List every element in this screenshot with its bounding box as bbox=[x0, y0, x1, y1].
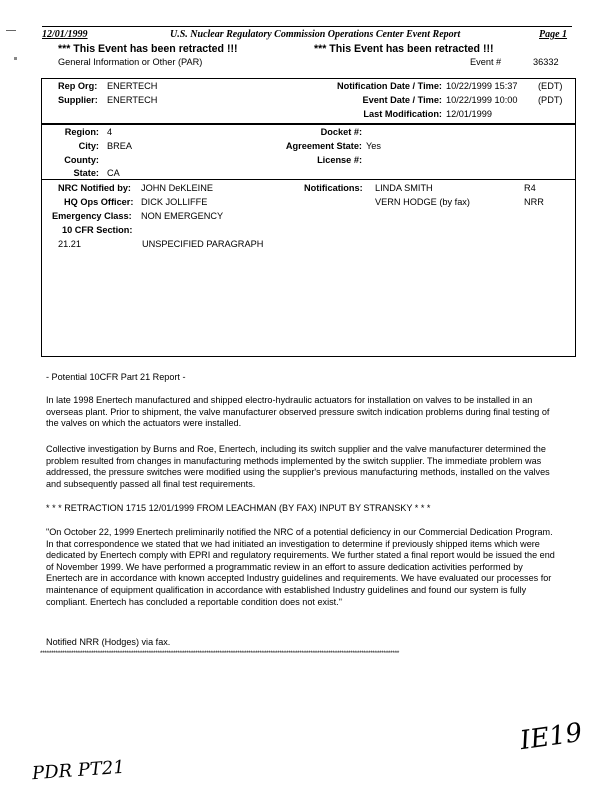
supplier-label: Supplier: bbox=[58, 95, 98, 105]
notification-org: NRR bbox=[524, 197, 544, 207]
narrative-paragraph: In late 1998 Enertech manufactured and shipped electro-hydraulic actuators for installation on valves to be installed in an overseas plant. Prior to shipment, the valve manufacturer observed pressure switch indication problems during final testing of the valves on which the actuators were installed. bbox=[46, 395, 550, 429]
report-title: U.S. Nuclear Regulatory Commission Operations Center Event Report bbox=[170, 29, 461, 40]
city-value: BREA bbox=[107, 141, 133, 151]
hq-ops-officer-label: HQ Ops Officer: bbox=[64, 197, 134, 207]
notification-name: VERN HODGE (by fax) bbox=[375, 197, 470, 207]
retraction-notice-right: *** This Event has been retracted !!! bbox=[314, 43, 494, 55]
rep-org-label: Rep Org: bbox=[58, 81, 98, 91]
separator-line: ****************************************************************************************************************************************************************** bbox=[40, 650, 399, 657]
emergency-class-value: NON EMERGENCY bbox=[141, 211, 224, 221]
notification-org: R4 bbox=[524, 183, 536, 193]
cfr-section-label: 10 CFR Section: bbox=[62, 225, 133, 235]
notification-datetime-value: 10/22/1999 15:37 bbox=[446, 81, 518, 91]
city-label: City: bbox=[78, 141, 99, 151]
license-label: License #: bbox=[317, 155, 362, 165]
region-value: 4 bbox=[107, 127, 113, 137]
event-number-label: Event # bbox=[470, 57, 502, 67]
notification-timezone: (EDT) bbox=[538, 81, 563, 91]
event-category: General Information or Other (PAR) bbox=[58, 57, 203, 67]
cfr-section-code: 21.21 bbox=[58, 239, 81, 249]
last-modification-label: Last Modification: bbox=[363, 109, 442, 119]
notification-datetime-label: Notification Date / Time: bbox=[337, 81, 442, 91]
state-value: CA bbox=[107, 168, 120, 178]
handwritten-annotation: IE19 bbox=[518, 717, 585, 757]
notifications-label: Notifications: bbox=[304, 183, 363, 193]
notification-name: LINDA SMITH bbox=[375, 183, 433, 193]
agreement-state-value: Yes bbox=[366, 141, 381, 151]
retraction-line: * * * RETRACTION 1715 12/01/1999 FROM LEACHMAN (BY FAX) INPUT BY STRANSKY * * * bbox=[46, 503, 431, 513]
scan-artifact bbox=[14, 57, 17, 60]
details-divider bbox=[41, 179, 576, 180]
retraction-notice-left: *** This Event has been retracted !!! bbox=[58, 43, 238, 55]
last-modification-value: 12/01/1999 bbox=[446, 109, 492, 119]
docket-label: Docket #: bbox=[320, 127, 362, 137]
notified-line: Notified NRR (Hodges) via fax. bbox=[46, 637, 171, 647]
state-label: State: bbox=[73, 168, 99, 178]
handwritten-annotation: PDR PT21 bbox=[31, 756, 126, 785]
report-date: 12/01/1999 bbox=[42, 29, 88, 40]
event-datetime-value: 10/22/1999 10:00 bbox=[446, 95, 518, 105]
agreement-state-label: Agreement State: bbox=[285, 141, 362, 151]
event-datetime-label: Event Date / Time: bbox=[362, 95, 442, 105]
nrc-notified-label: NRC Notified by: bbox=[58, 183, 131, 193]
event-timezone: (PDT) bbox=[538, 95, 563, 105]
rep-org-value: ENERTECH bbox=[107, 81, 158, 91]
scan-artifact bbox=[6, 30, 16, 31]
event-number: 36332 bbox=[533, 57, 559, 67]
narrative-paragraph: Collective investigation by Burns and Roe, Enertech, including its switch supplier and the valve manufacturer determined the problem resulted from changes in manufacturing methods implemented by the switch supplier. The immediate problem was addressed, the pressure switches were modified using the supplier's previous manufacturing methods, installed on the valves and subsequently passed all final test requirements. bbox=[46, 444, 550, 489]
county-label: County: bbox=[64, 155, 99, 165]
supplier-value: ENERTECH bbox=[107, 95, 158, 105]
emergency-class-label: Emergency Class: bbox=[52, 211, 132, 221]
page-number: Page 1 bbox=[539, 29, 568, 40]
top-rule bbox=[42, 26, 572, 27]
region-label: Region: bbox=[64, 127, 99, 137]
hq-ops-officer-value: DICK JOLLIFFE bbox=[141, 197, 208, 207]
cfr-section-description: UNSPECIFIED PARAGRAPH bbox=[142, 239, 264, 249]
nrc-notified-value: JOHN DeKLEINE bbox=[141, 183, 213, 193]
retraction-statement: "On October 22, 1999 Enertech preliminarily notified the NRC of a potential deficiency in our Commercial Dedication Program. In that correspondence we stated that we had initiated an investigation to determine if previously shipped items which were dedicated by Enertech comply with EPRI and regulatory requirements. We further stated a final report would be issued the end of November 1999. We have performed a programmatic review in an effort to assure dedication activities performed by Enertech are in accordance with known accepted Industry guidelines and requirements. We have evaluated our processes for maintenance of equipment qualification in accordance with established Industry guidelines and found our system is fully compliant. Enertech has concluded a reportable condition does not exist." bbox=[46, 527, 555, 607]
report-subtitle: - Potential 10CFR Part 21 Report - bbox=[46, 372, 186, 382]
